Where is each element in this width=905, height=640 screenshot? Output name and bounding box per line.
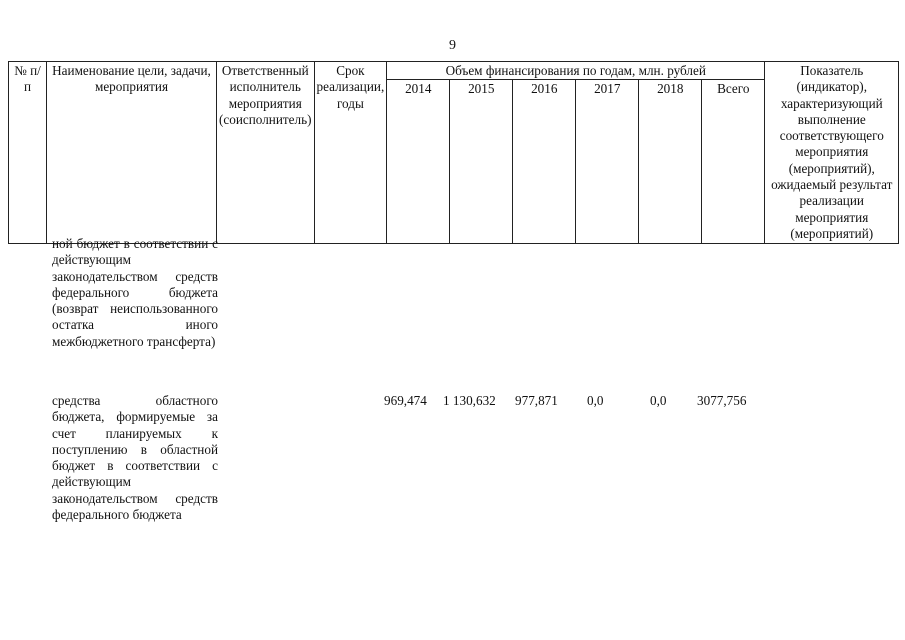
header-responsible: Ответственный исполнитель мероприятия (соисполнитель) <box>217 62 315 244</box>
row-2-value-total: 3077,756 <box>697 393 747 408</box>
row-2-value-2014: 969,474 <box>384 393 427 408</box>
header-name: Наименование цели, задачи, мероприятия <box>47 62 217 244</box>
row-2-value-2018: 0,0 <box>650 393 667 408</box>
header-table <box>8 61 899 244</box>
header-year-2015: 2015 <box>450 80 513 244</box>
header-year-2016: 2016 <box>513 80 576 244</box>
header-num: № п/п <box>9 62 47 244</box>
header-indicator: Показатель (индикатор), характеризующий выполнение соответствующего мероприятия (мероприятий), ожидаемый результат реализации мероприятия (мероприятий) <box>765 62 899 244</box>
header-year-2017: 2017 <box>576 80 639 244</box>
header-total: Всего <box>702 80 765 244</box>
header-term: Срок реализации, годы <box>314 62 387 244</box>
row-2-value-2016: 977,871 <box>515 393 558 408</box>
row-2-value-2017: 0,0 <box>587 393 604 408</box>
row-1-text: ной бюджет в соответствии с действующим законодательством средств федерального бюджета (возврат неиспользованного остатка иного межбюджетного трансферта) <box>52 236 218 349</box>
row-2-value-2015: 1 130,632 <box>443 393 496 408</box>
header-year-2014: 2014 <box>387 80 450 244</box>
page-number: 9 <box>449 38 456 53</box>
header-funding: Объем финансирования по годам, млн. рублей <box>387 62 765 80</box>
row-2-text: средства областного бюджета, формируемые за счет планируемых к поступлению в областной бюджет в соответствии с действующим законодательством средств федерального бюджета <box>52 393 218 523</box>
header-year-2018: 2018 <box>639 80 702 244</box>
